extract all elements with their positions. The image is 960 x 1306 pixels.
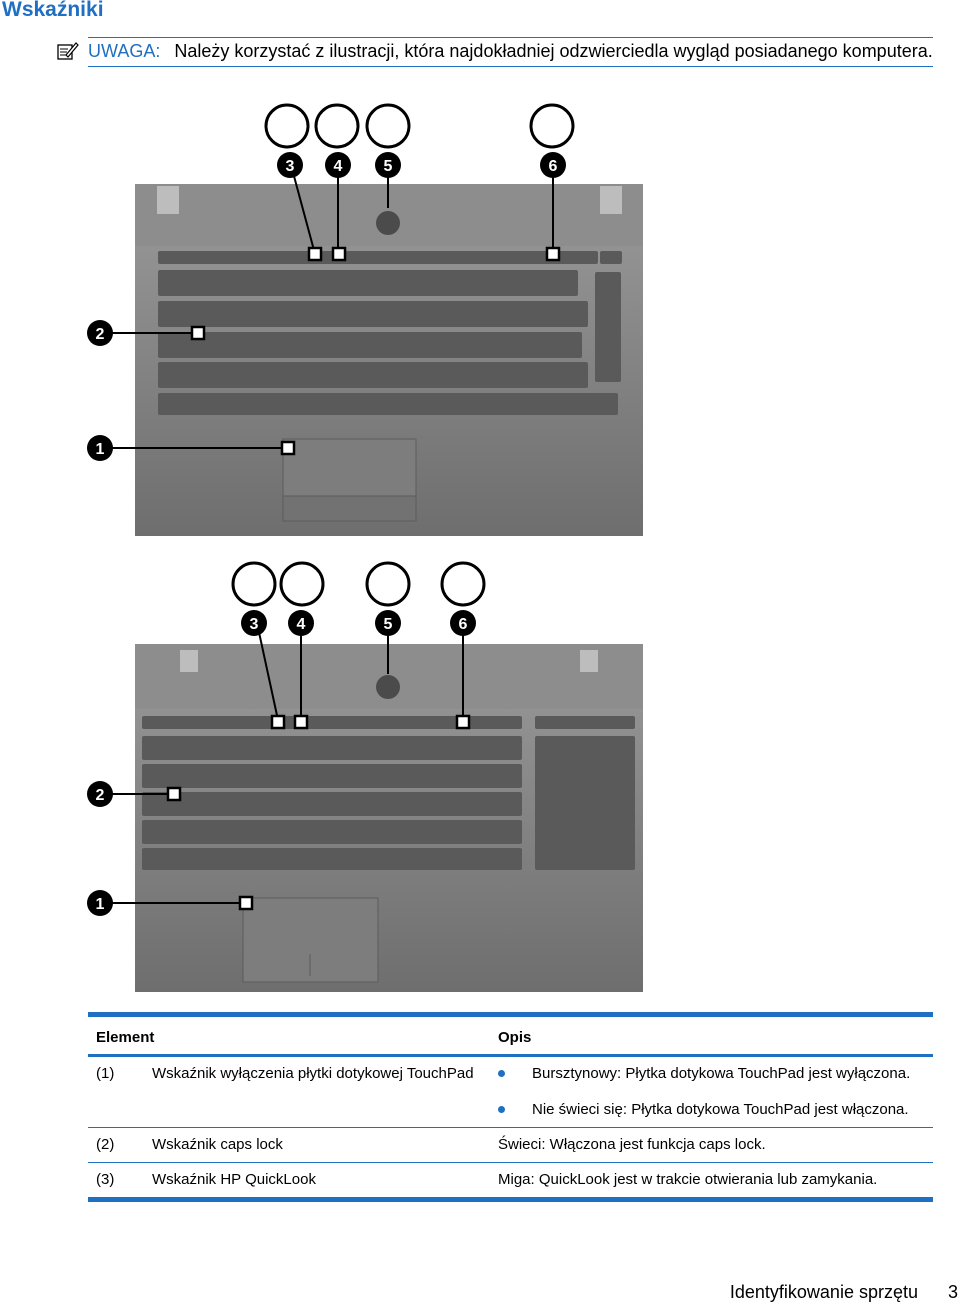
callout-1: 1 [95,896,105,913]
list-item: Bursztynowy: Płytka dotykowa TouchPad jest wyłączona. [498,1064,925,1083]
wireless-icon [442,563,484,605]
callout-5: 5 [383,158,393,175]
callout-2: 2 [95,326,105,343]
row-number: (2) [88,1128,144,1163]
note-pencil-icon [57,41,79,61]
web-globe-icon [281,563,323,605]
indicator-icons [266,105,573,147]
table-row [88,1128,933,1163]
row-description: Świeci: Włączona jest funkcja caps lock. [490,1128,933,1163]
power-icon [367,105,409,147]
power-button-icon [376,211,400,235]
indicator-icons [233,563,484,605]
power-icon [367,563,409,605]
column-header-element: Element [88,1015,490,1056]
page-title: Wskaźniki [2,0,104,21]
bullet-list [498,1064,925,1119]
row-number: (1) [88,1056,144,1128]
note-box [88,37,933,67]
column-header-description: Opis [490,1015,933,1056]
row-element: Wskaźnik caps lock [144,1128,490,1163]
table-row [88,1056,933,1128]
power-button-icon [376,675,400,699]
quicklook-icon [233,563,275,605]
footer-section: Identyfikowanie sprzętu [729,1282,918,1302]
row-element: Wskaźnik wyłączenia płytki dotykowej TouchPad [144,1056,490,1128]
web-globe-icon [316,105,358,147]
callout-3: 3 [249,616,259,633]
callout-2: 2 [95,787,105,804]
page-number: 3 [947,1282,958,1302]
row-element: Wskaźnik HP QuickLook [144,1163,490,1200]
note-text: Należy korzystać z ilustracji, która najdokładniej odzwierciedla wygląd posiadanego komputera. [174,41,933,61]
callout-5: 5 [383,616,393,633]
page-footer [730,1282,958,1303]
row-description [490,1056,933,1128]
callout-6: 6 [548,158,558,175]
table-row [88,1163,933,1200]
row-number: (3) [88,1163,144,1200]
list-item: Nie świeci się: Płytka dotykowa TouchPad jest włączona. [498,1100,925,1119]
keyboard-illustration-bottom [80,556,660,996]
indicator-table [88,1012,933,1202]
callout-6: 6 [458,616,468,633]
note-label: UWAGA: [88,41,161,61]
row-description: Miga: QuickLook jest w trakcie otwierania lub zamykania. [490,1163,933,1200]
callout-1: 1 [95,441,105,458]
quicklook-icon [266,105,308,147]
table-header-row [88,1015,933,1056]
callout-4: 4 [333,158,343,175]
callout-4: 4 [296,616,306,633]
callout-3: 3 [285,158,295,175]
wireless-icon [531,105,573,147]
keyboard-illustration-top [80,96,660,541]
